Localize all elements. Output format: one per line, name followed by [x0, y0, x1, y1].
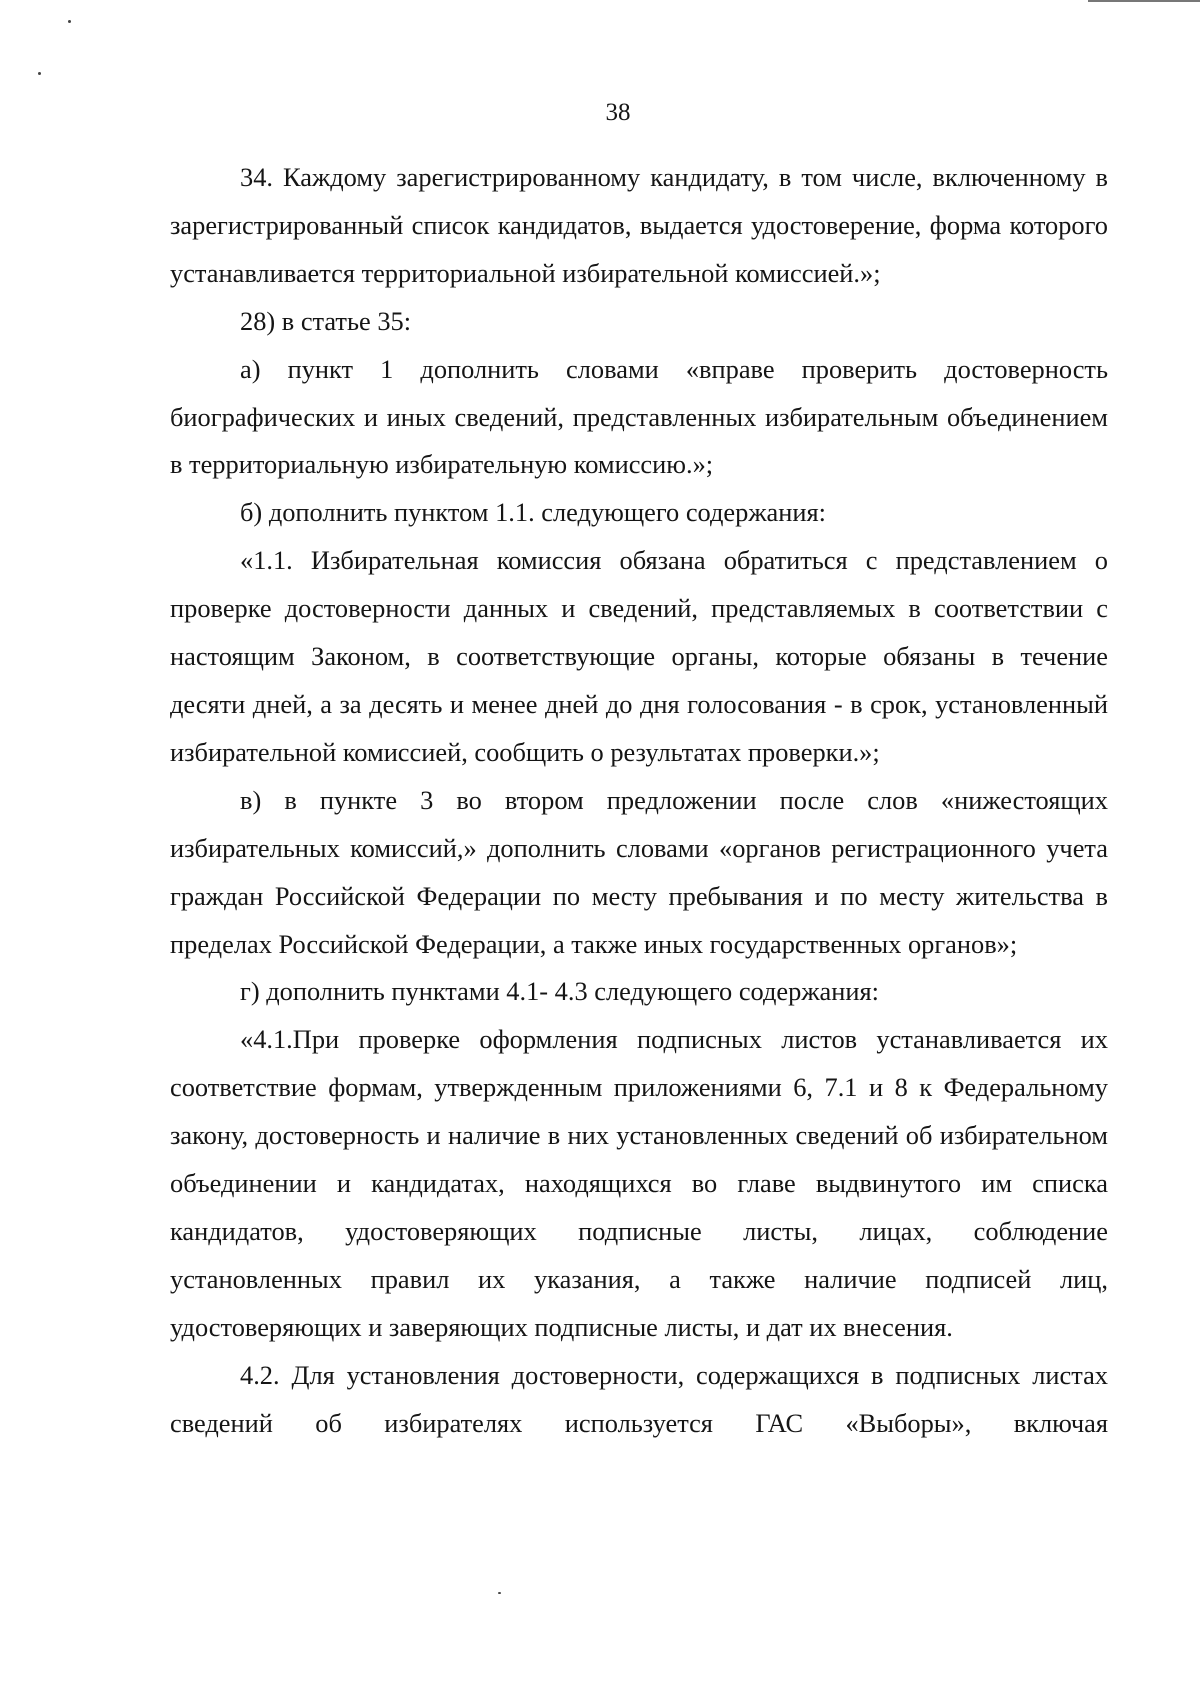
paragraph-point-4-2: 4.2. Для установления достоверности, содержащихся в подписных листах сведений об избирателях используется ГАС «Выборы», включая: [170, 1359, 1108, 1438]
paragraph-item-34: 34. Каждому зарегистрированному кандидату, в том числе, включенному в зарегистрированный список кандидатов, выдается удостоверение, форма которого устанавливается территориальной избирательной комиссией.»;: [170, 162, 1108, 288]
scan-speck: [68, 20, 71, 23]
scan-speck: [38, 72, 41, 75]
paragraph-subitem-g: г) дополнить пунктами 4.1- 4.3 следующего содержания:: [240, 976, 879, 1007]
scan-speck: [498, 1592, 501, 1594]
paragraph-point-1-1: «1.1. Избирательная комиссия обязана обратиться с представлением о проверке достоверности данных и сведений, представляемых в соответствии с настоящим Законом, в соответствующие органы, которые обязаны в течение десяти дней, а за десять и менее дней до дня голосования - в срок, установленный избирательной комиссией, сообщить о результатах проверки.»;: [170, 545, 1108, 767]
paragraph-point-4-1: «4.1.При проверке оформления подписных листов устанавливается их соответствие формам, утвержденным приложениями 6, 7.1 и 8 к Федеральному закону, достоверность и наличие в них установленных сведений об избирательном объединении и кандидатах, находящихся во главе выдвинутого им списка кандидатов, удостоверяющих подписные листы, лицах, соблюдение установленных правил их указания, а также наличие подписей лиц, удостоверяющих и заверяющих подписные листы, и дат их внесения.: [170, 1024, 1108, 1342]
scan-edge-line: [1088, 0, 1200, 2]
page-number: 38: [605, 99, 631, 126]
paragraph-subitem-b: б) дополнить пунктом 1.1. следующего содержания:: [240, 497, 826, 528]
paragraph-article-35-heading: 28) в статье 35:: [240, 305, 412, 336]
document-body: [170, 154, 1108, 1447]
paragraph-subitem-a: а) пункт 1 дополнить словами «вправе проверить достоверность биографических и иных сведений, представленных избирательным объединением в территориальную избирательную комиссию.»;: [170, 353, 1108, 480]
paragraph-subitem-v: в) в пункте 3 во втором предложении после слов «нижестоящих избирательных комиссий,» дополнить словами «органов регистрационного учета граждан Российской Федерации по месту пребывания и по месту жительства в пределах Российской Федерации, а также иных государственных органов»;: [170, 784, 1108, 959]
